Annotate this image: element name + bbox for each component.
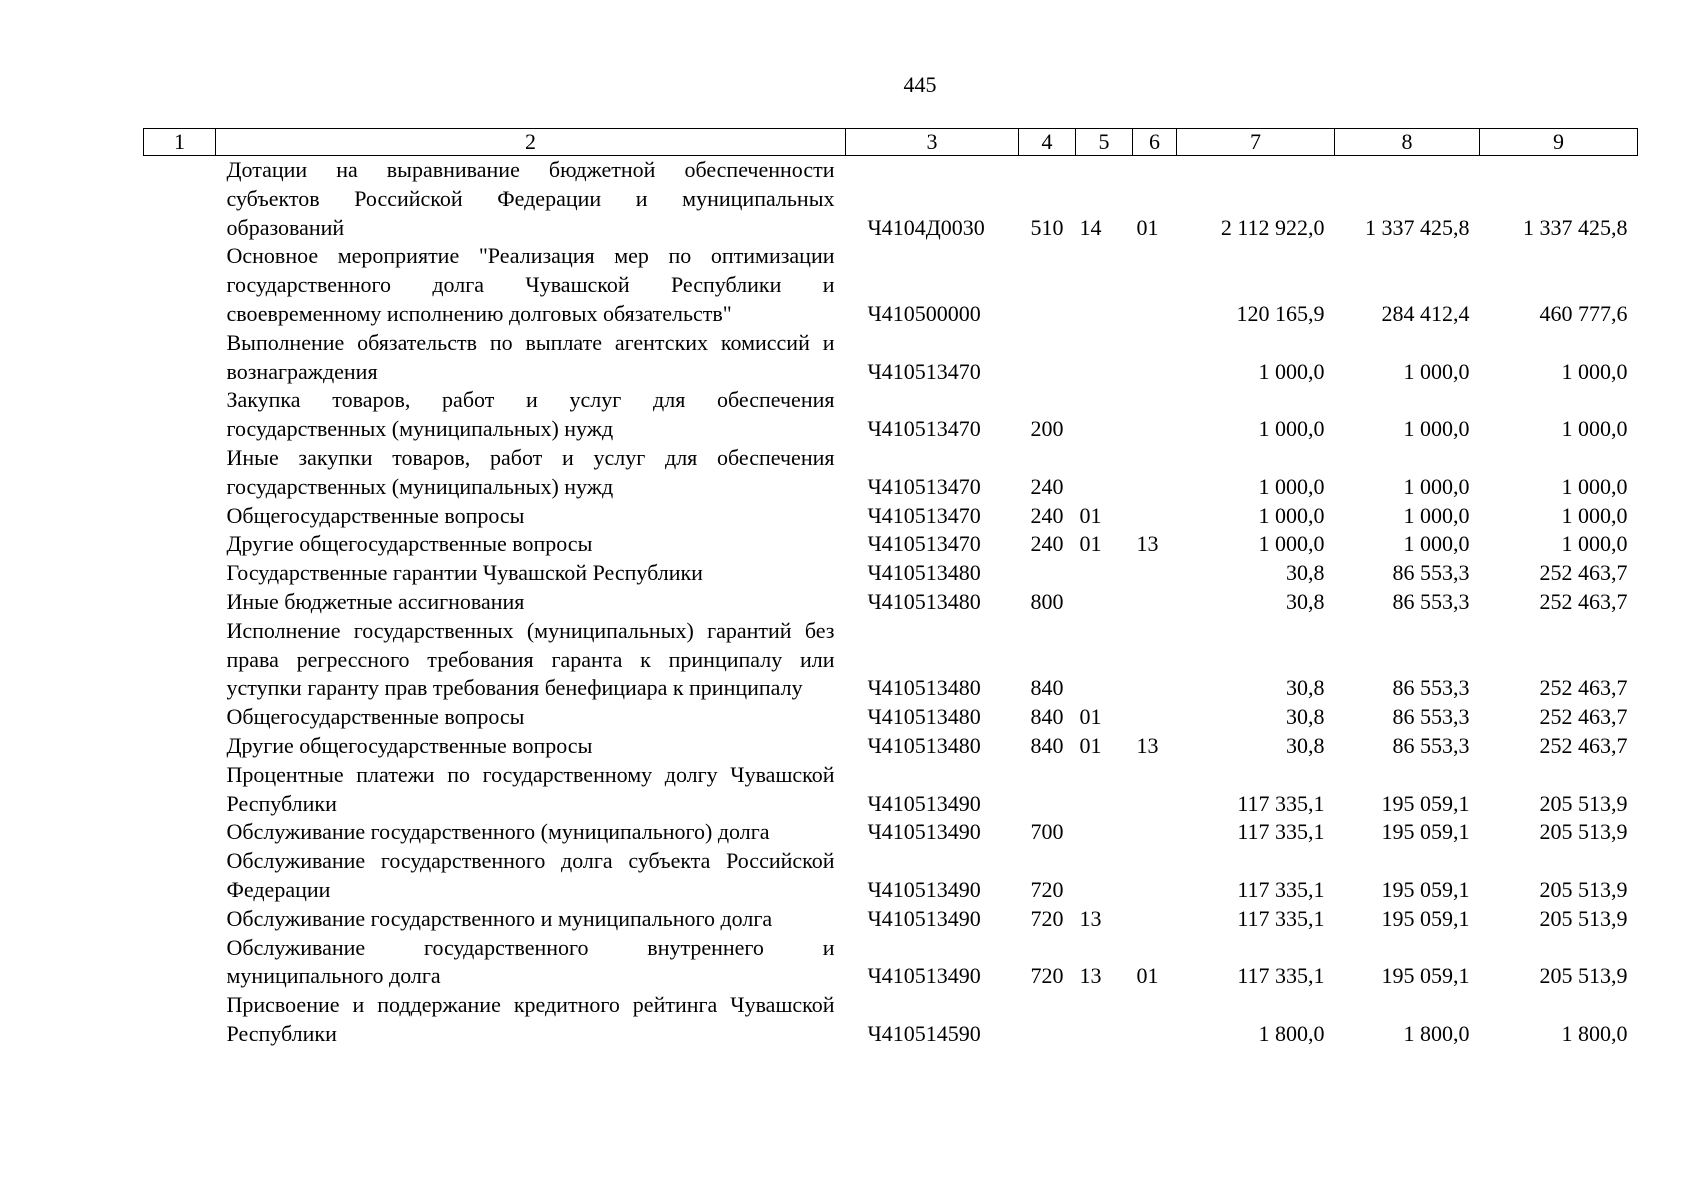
row-name-cell: Другие общегосударственные вопросы [226, 732, 593, 758]
row-amount9-cell: 1 000,0 [1561, 416, 1628, 442]
row-amount8-cell: 195 059,1 [1381, 790, 1470, 816]
table-row [144, 444, 1638, 502]
table-body [144, 156, 1638, 1049]
table-header [144, 129, 1638, 156]
row-col5-cell: 14 [1079, 214, 1102, 240]
row-col6-cell: 01 [1136, 963, 1159, 989]
row-amount7-cell: 2 112 922,0 [1220, 214, 1325, 240]
row-amount8-cell: 1 000,0 [1403, 502, 1470, 528]
row-col4-cell [1019, 559, 1076, 588]
row-name-cell: Общегосударственные вопросы [226, 704, 525, 730]
row-col5-cell [1076, 818, 1133, 847]
row-name-cell: Основное мероприятие "Реализация мер по оптимизации государственного долга Чувашской Республики и своевременному исполнению долговых обязательств" [226, 243, 835, 326]
row-col6-cell [1133, 847, 1177, 905]
row-amount7-cell: 117 335,1 [1237, 819, 1325, 845]
header-row [144, 129, 1638, 156]
row-col5-cell: 13 [1079, 905, 1102, 931]
row-amount7-cell: 1 000,0 [1258, 358, 1325, 384]
row-amount9-cell: 460 777,6 [1539, 300, 1628, 326]
header-col-7: 7 [1177, 129, 1335, 156]
row-col6-cell [1133, 386, 1177, 444]
row-col5-cell [1076, 329, 1133, 387]
row-col4-cell: 510 [1030, 214, 1064, 240]
row-col5-cell [1076, 242, 1133, 328]
row-col5-cell: 01 [1079, 502, 1102, 528]
row-code-cell: Ч410500000 [867, 300, 981, 326]
header-col-4: 4 [1019, 129, 1076, 156]
row-index-cell [144, 905, 216, 934]
row-code-cell: Ч410513470 [867, 502, 981, 528]
row-index-cell [144, 617, 216, 703]
table-row [144, 732, 1638, 761]
row-amount9-cell: 205 513,9 [1539, 876, 1628, 902]
row-name-cell: Иные закупки товаров, работ и услуг для обеспечения государственных (муниципальных) нужд [226, 444, 835, 499]
table-row [144, 559, 1638, 588]
row-amount7-cell: 117 335,1 [1237, 905, 1325, 931]
row-index-cell [144, 703, 216, 732]
row-code-cell: Ч410513490 [867, 790, 981, 816]
row-name-cell: Обслуживание государственного долга субъекта Российской Федерации [226, 848, 835, 902]
row-amount7-cell: 30,8 [1286, 560, 1325, 586]
row-col4-cell: 240 [1030, 473, 1064, 499]
row-name-cell: Обслуживание государственного (муниципального) долга [226, 819, 770, 845]
row-name-cell: Обслуживание государственного внутреннего и муниципального долга [226, 934, 835, 989]
row-code-cell: Ч410513490 [867, 905, 981, 931]
row-code-cell: Ч410513480 [867, 560, 981, 586]
table-row [144, 156, 1638, 243]
row-col4-cell: 840 [1030, 732, 1064, 758]
row-amount8-cell: 195 059,1 [1381, 963, 1470, 989]
row-col6-cell [1133, 242, 1177, 328]
row-amount7-cell: 30,8 [1286, 704, 1325, 730]
row-amount9-cell: 205 513,9 [1539, 790, 1628, 816]
row-col5-cell: 01 [1079, 531, 1102, 557]
row-col4-cell [1019, 242, 1076, 328]
row-amount8-cell: 1 800,0 [1403, 1020, 1470, 1046]
row-col6-cell [1133, 818, 1177, 847]
header-col-2: 2 [216, 129, 846, 156]
row-amount8-cell: 86 553,3 [1392, 588, 1470, 614]
row-col4-cell: 720 [1030, 876, 1064, 902]
row-amount7-cell: 117 335,1 [1237, 963, 1325, 989]
row-code-cell: Ч410513470 [867, 473, 981, 499]
row-col4-cell [1019, 761, 1076, 819]
row-col4-cell: 240 [1030, 531, 1064, 557]
row-amount7-cell: 1 000,0 [1258, 531, 1325, 557]
row-amount8-cell: 284 412,4 [1381, 300, 1470, 326]
row-col6-cell [1133, 588, 1177, 617]
row-amount7-cell: 1 000,0 [1258, 416, 1325, 442]
table-row [144, 934, 1638, 992]
row-amount7-cell: 1 000,0 [1258, 502, 1325, 528]
table-row [144, 386, 1638, 444]
row-index-cell [144, 847, 216, 905]
row-index-cell [144, 530, 216, 559]
row-amount9-cell: 252 463,7 [1539, 675, 1628, 701]
table-row [144, 530, 1638, 559]
row-col5-cell [1076, 386, 1133, 444]
table-row [144, 905, 1638, 934]
row-index-cell [144, 559, 216, 588]
table-row [144, 242, 1638, 328]
row-amount9-cell: 1 000,0 [1561, 358, 1628, 384]
row-amount9-cell: 1 000,0 [1561, 531, 1628, 557]
row-col4-cell [1019, 329, 1076, 387]
row-index-cell [144, 588, 216, 617]
row-amount8-cell: 86 553,3 [1392, 704, 1470, 730]
row-code-cell: Ч410513470 [867, 531, 981, 557]
row-code-cell: Ч410513490 [867, 876, 981, 902]
table-row [144, 329, 1638, 387]
row-index-cell [144, 502, 216, 531]
row-amount8-cell: 86 553,3 [1392, 560, 1470, 586]
row-name-cell: Государственные гарантии Чувашской Республики [226, 560, 703, 586]
row-col6-cell [1133, 991, 1177, 1049]
row-col4-cell: 840 [1030, 675, 1064, 701]
row-col4-cell: 720 [1030, 905, 1064, 931]
row-code-cell: Ч410513470 [867, 416, 981, 442]
row-col5-cell: 01 [1079, 704, 1102, 730]
row-col4-cell: 840 [1030, 704, 1064, 730]
row-col5-cell [1076, 847, 1133, 905]
row-code-cell: Ч410513470 [867, 358, 981, 384]
table-row [144, 502, 1638, 531]
row-col6-cell [1133, 703, 1177, 732]
row-name-cell: Исполнение государственных (муниципальных) гарантий без права регрессного требования гаранта к принципалу или уступки гаранту прав требования бенефициара к принципалу [226, 617, 835, 701]
row-col4-cell: 200 [1030, 416, 1064, 442]
row-amount9-cell: 252 463,7 [1539, 732, 1628, 758]
row-amount7-cell: 120 165,9 [1236, 300, 1325, 326]
row-code-cell: Ч410513480 [867, 588, 981, 614]
row-index-cell [144, 732, 216, 761]
row-col6-cell [1133, 905, 1177, 934]
row-amount8-cell: 195 059,1 [1381, 819, 1470, 845]
row-amount9-cell: 205 513,9 [1539, 963, 1628, 989]
row-name-cell: Дотации на выравнивание бюджетной обеспеченности субъектов Российской Федерации и муниципальных образований [226, 157, 835, 240]
row-index-cell [144, 991, 216, 1049]
row-col6-cell [1133, 444, 1177, 502]
row-col5-cell: 13 [1079, 963, 1102, 989]
row-name-cell: Обслуживание государственного и муниципального долга [226, 905, 773, 931]
row-amount9-cell: 1 000,0 [1561, 473, 1628, 499]
row-index-cell [144, 818, 216, 847]
row-amount8-cell: 1 337 425,8 [1365, 214, 1470, 240]
row-name-cell: Закупка товаров, работ и услуг для обеспечения государственных (муниципальных) нужд [226, 387, 835, 442]
row-index-cell [144, 329, 216, 387]
row-index-cell [144, 242, 216, 328]
header-col-1: 1 [144, 129, 216, 156]
row-col5-cell [1076, 588, 1133, 617]
row-col4-cell: 720 [1030, 963, 1064, 989]
row-amount7-cell: 1 800,0 [1258, 1020, 1325, 1046]
row-col5-cell [1076, 559, 1133, 588]
row-col6-cell [1133, 559, 1177, 588]
table-row [144, 761, 1638, 819]
row-name-cell: Иные бюджетные ассигнования [226, 588, 525, 614]
row-amount8-cell: 195 059,1 [1381, 905, 1470, 931]
row-col5-cell: 01 [1079, 732, 1102, 758]
row-col4-cell [1019, 991, 1076, 1049]
row-amount8-cell: 1 000,0 [1403, 358, 1470, 384]
header-col-3: 3 [846, 129, 1019, 156]
row-col4-cell: 800 [1030, 588, 1064, 614]
row-amount8-cell: 86 553,3 [1392, 732, 1470, 758]
row-col6-cell [1133, 502, 1177, 531]
row-col6-cell: 13 [1136, 732, 1159, 758]
row-amount9-cell: 252 463,7 [1539, 588, 1628, 614]
table-row [144, 588, 1638, 617]
row-col4-cell: 700 [1030, 819, 1064, 845]
table-row [144, 991, 1638, 1049]
row-col6-cell [1133, 617, 1177, 703]
row-name-cell: Другие общегосударственные вопросы [226, 531, 593, 557]
header-col-8: 8 [1335, 129, 1480, 156]
row-amount7-cell: 30,8 [1286, 732, 1325, 758]
header-col-9: 9 [1480, 129, 1638, 156]
row-amount9-cell: 1 000,0 [1561, 502, 1628, 528]
header-col-5: 5 [1076, 129, 1133, 156]
row-col5-cell [1076, 761, 1133, 819]
row-amount9-cell: 1 337 425,8 [1523, 214, 1628, 240]
row-name-cell: Присвоение и поддержание кредитного рейтинга Чувашской Республики [226, 992, 835, 1046]
row-amount7-cell: 30,8 [1286, 588, 1325, 614]
row-col6-cell: 13 [1136, 531, 1159, 557]
row-index-cell [144, 156, 216, 243]
row-code-cell: Ч410513480 [867, 675, 981, 701]
row-amount9-cell: 252 463,7 [1539, 704, 1628, 730]
row-code-cell: Ч410513490 [867, 963, 981, 989]
row-index-cell [144, 386, 216, 444]
row-name-cell: Выполнение обязательств по выплате агентских комиссий и вознаграждения [226, 329, 835, 384]
row-amount7-cell: 30,8 [1286, 675, 1325, 701]
row-code-cell: Ч410513490 [867, 819, 981, 845]
row-amount7-cell: 117 335,1 [1237, 790, 1325, 816]
table-row [144, 847, 1638, 905]
row-index-cell [144, 934, 216, 992]
budget-table [143, 128, 1638, 1049]
row-name-cell: Процентные платежи по государственному долгу Чувашской Республики [226, 761, 835, 816]
row-col5-cell [1076, 617, 1133, 703]
row-amount9-cell: 1 800,0 [1561, 1020, 1628, 1046]
row-col5-cell [1076, 444, 1133, 502]
row-name-cell: Общегосударственные вопросы [226, 502, 525, 528]
row-amount9-cell: 205 513,9 [1539, 819, 1628, 845]
row-amount8-cell: 1 000,0 [1403, 473, 1470, 499]
row-amount9-cell: 252 463,7 [1539, 560, 1628, 586]
row-amount8-cell: 86 553,3 [1392, 675, 1470, 701]
row-amount9-cell: 205 513,9 [1539, 905, 1628, 931]
row-code-cell: Ч410513480 [867, 704, 981, 730]
row-col6-cell: 01 [1136, 214, 1159, 240]
row-code-cell: Ч410514590 [867, 1020, 981, 1046]
row-amount7-cell: 1 000,0 [1258, 473, 1325, 499]
row-amount8-cell: 1 000,0 [1403, 531, 1470, 557]
page-number: 445 [903, 72, 937, 97]
row-code-cell: Ч4104Д0030 [867, 214, 985, 240]
row-col6-cell [1133, 329, 1177, 387]
row-amount8-cell: 195 059,1 [1381, 876, 1470, 902]
row-col4-cell: 240 [1030, 502, 1064, 528]
row-amount7-cell: 117 335,1 [1237, 876, 1325, 902]
header-col-6: 6 [1133, 129, 1177, 156]
row-index-cell [144, 761, 216, 819]
row-col5-cell [1076, 991, 1133, 1049]
row-col6-cell [1133, 761, 1177, 819]
table-row [144, 818, 1638, 847]
row-amount8-cell: 1 000,0 [1403, 416, 1470, 442]
row-index-cell [144, 444, 216, 502]
table-row [144, 703, 1638, 732]
row-code-cell: Ч410513480 [867, 732, 981, 758]
table-row [144, 617, 1638, 703]
